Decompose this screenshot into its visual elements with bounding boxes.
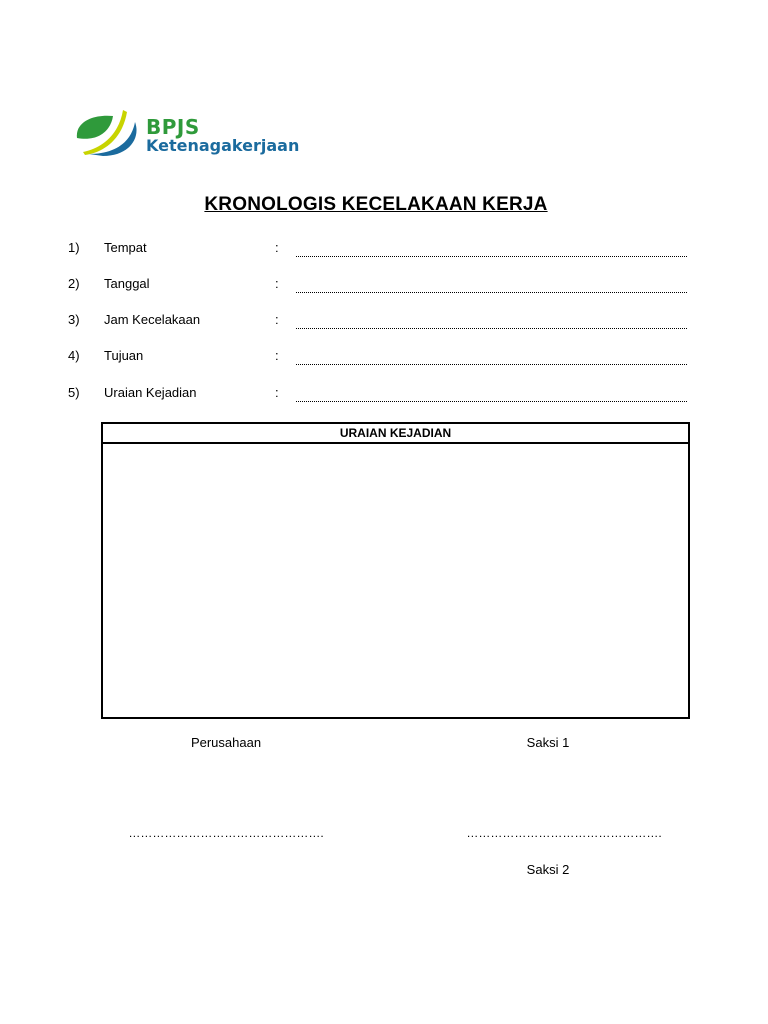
logo-title: BPJS xyxy=(146,115,200,139)
row-number: 2) xyxy=(68,276,80,291)
row-colon: : xyxy=(275,312,279,327)
row-colon: : xyxy=(275,348,279,363)
saksi-1-label: Saksi 1 xyxy=(526,735,570,750)
saksi-1-signature-line: …………………………………………. xyxy=(466,826,662,840)
form-row-tanggal xyxy=(0,276,768,298)
row-colon: : xyxy=(275,276,279,291)
row-number: 1) xyxy=(68,240,80,255)
row-number: 3) xyxy=(68,312,80,327)
form-row-tempat xyxy=(0,240,768,262)
row-number: 4) xyxy=(68,348,80,363)
jam-kecelakaan-field[interactable] xyxy=(296,328,687,329)
row-colon: : xyxy=(275,385,279,400)
uraian-kejadian-field[interactable] xyxy=(296,401,687,402)
form-row-tujuan xyxy=(0,348,768,370)
box-header: URAIAN KEJADIAN xyxy=(103,424,688,444)
tujuan-field[interactable] xyxy=(296,364,687,365)
tempat-field[interactable] xyxy=(296,256,687,257)
uraian-kejadian-box xyxy=(101,422,690,719)
perusahaan-label: Perusahaan xyxy=(190,735,262,750)
bpjs-logo xyxy=(73,108,303,160)
tanggal-field[interactable] xyxy=(296,292,687,293)
saksi-2-label: Saksi 2 xyxy=(526,862,570,877)
row-label: Tujuan xyxy=(104,348,144,363)
bpjs-leaf-icon xyxy=(73,108,145,160)
perusahaan-signature-line: …………………………………………. xyxy=(128,826,324,840)
uraian-kejadian-textarea[interactable] xyxy=(103,444,688,717)
row-label: Uraian Kejadian xyxy=(104,385,197,400)
row-colon: : xyxy=(275,240,279,255)
form-row-uraian-kejadian xyxy=(0,385,768,407)
logo-subtitle: Ketenagakerjaan xyxy=(146,136,300,155)
row-label: Tempat xyxy=(104,240,147,255)
page-title: KRONOLOGIS KECELAKAAN KERJA xyxy=(204,194,548,215)
form-row-jam-kecelakaan xyxy=(0,312,768,334)
row-number: 5) xyxy=(68,385,80,400)
row-label: Tanggal xyxy=(104,276,150,291)
row-label: Jam Kecelakaan xyxy=(104,312,201,327)
